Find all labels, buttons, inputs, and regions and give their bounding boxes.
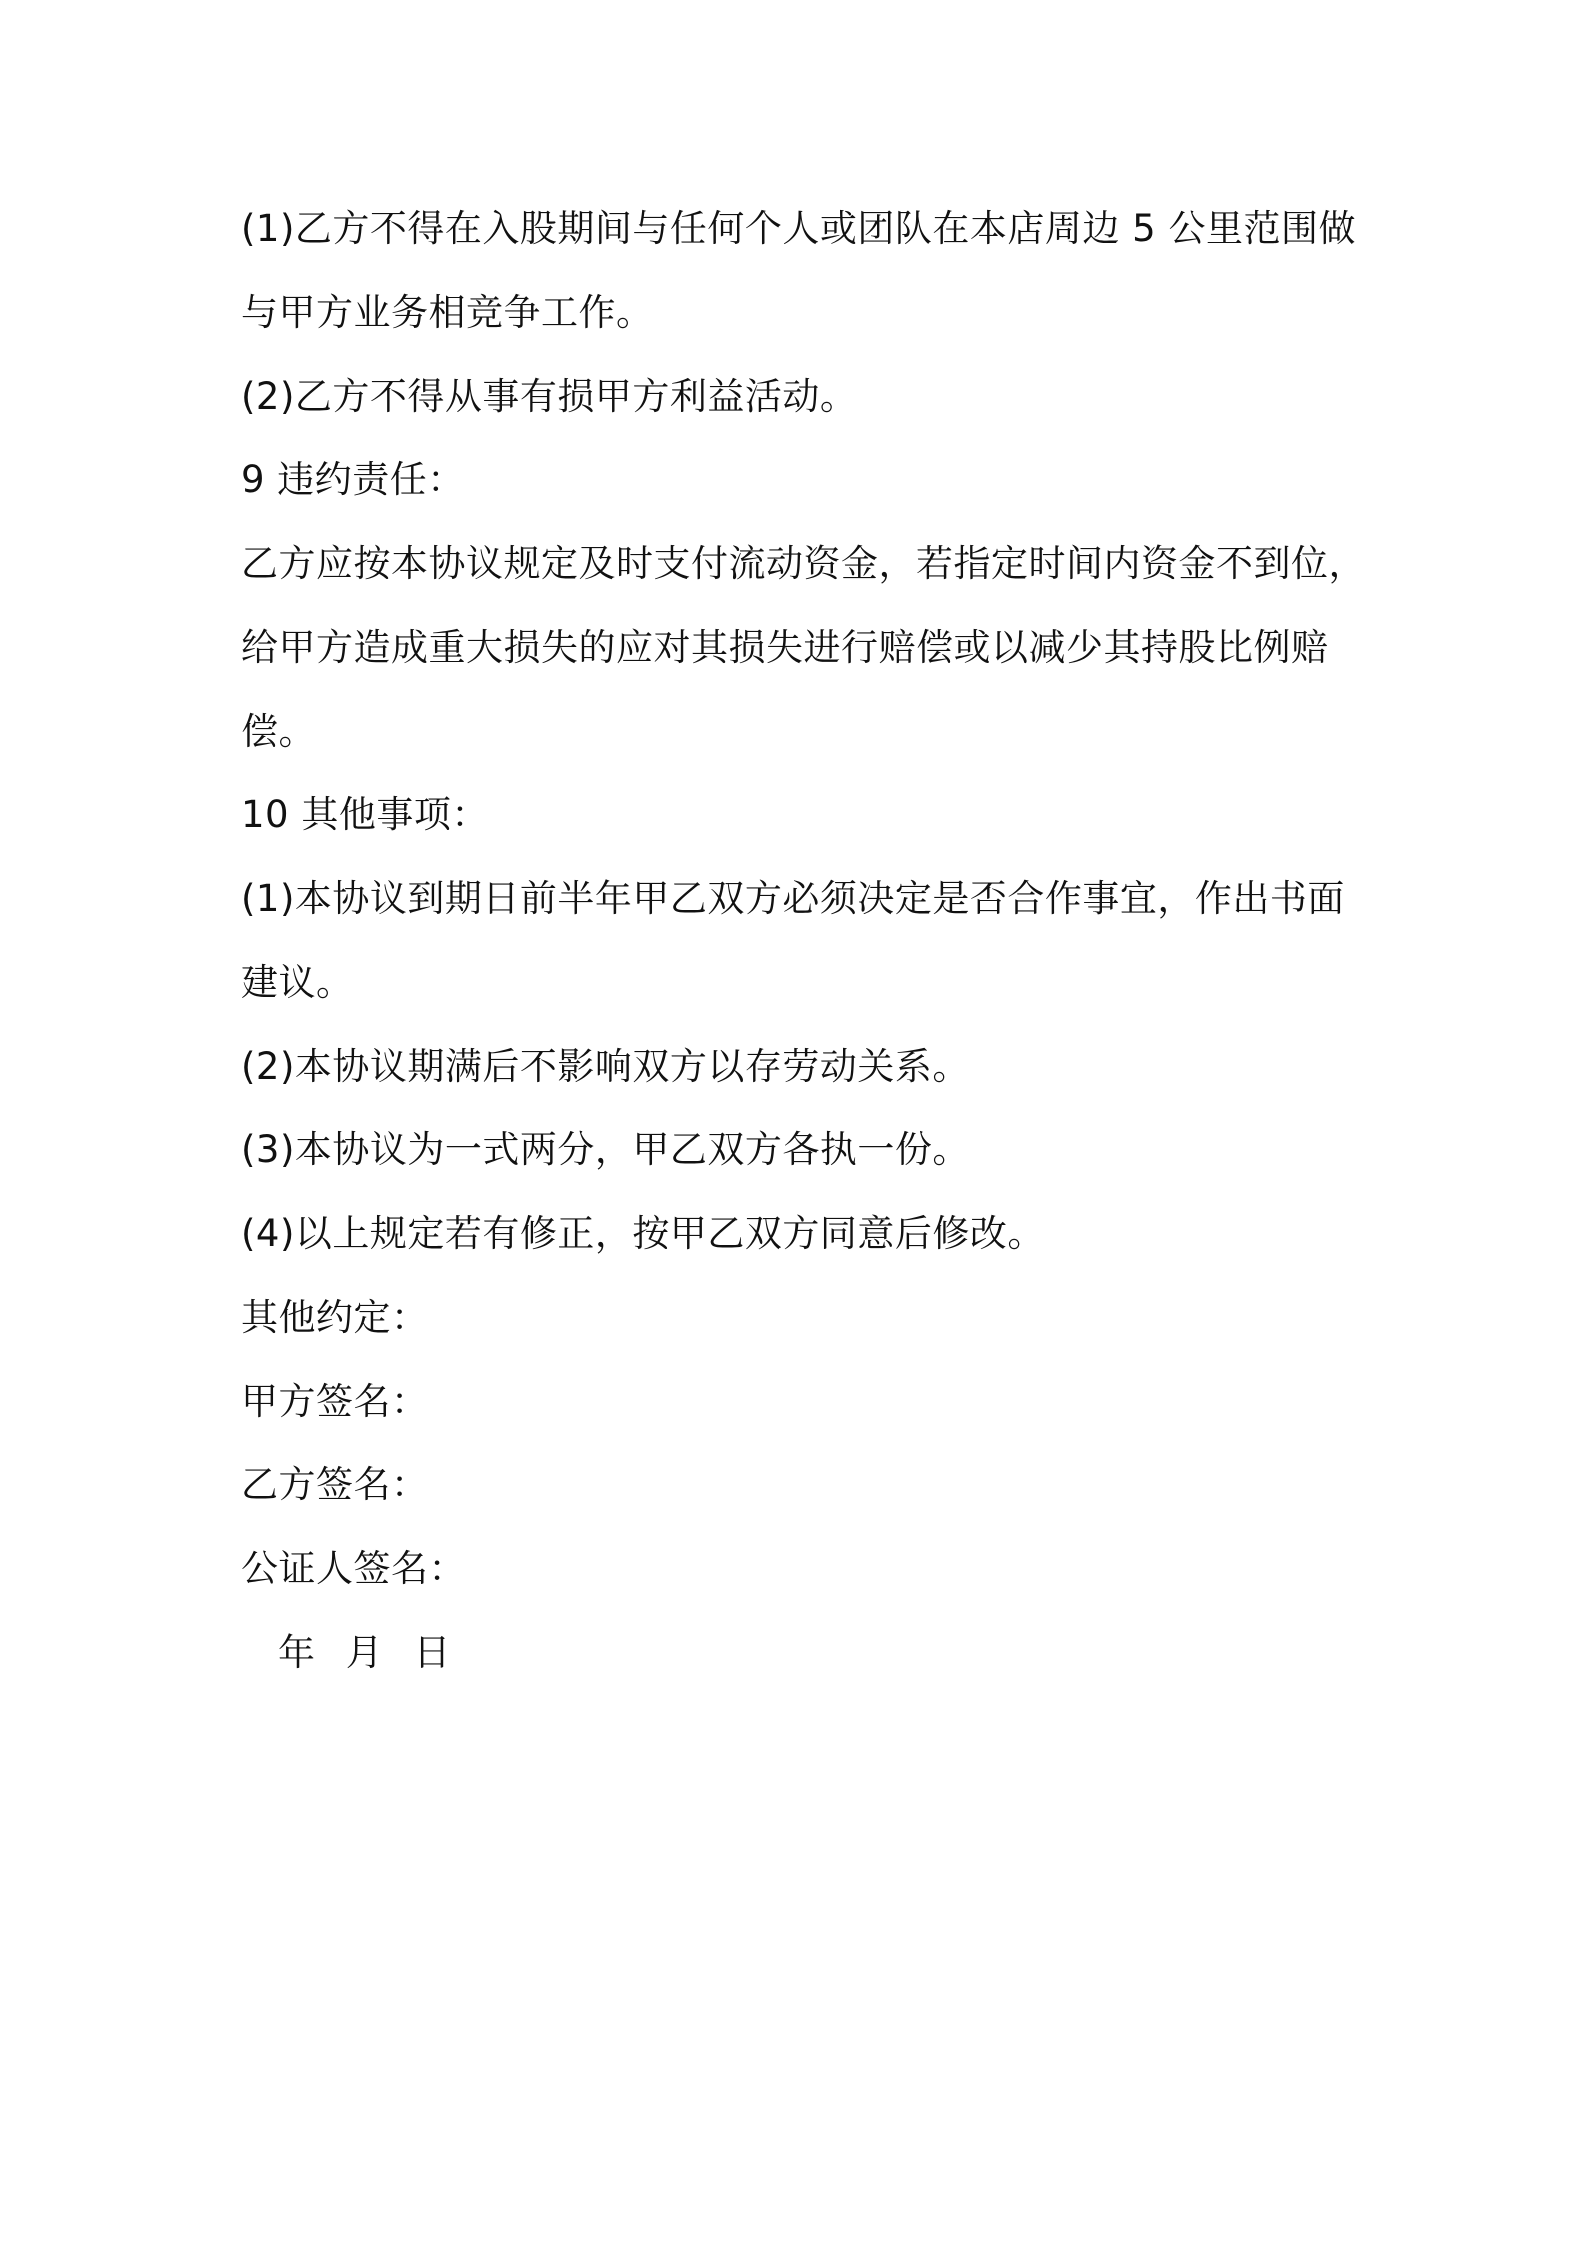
section-heading-breach-liability: 9 违约责任： [241, 458, 465, 501]
other-matters-item-1-line-1: (1)本协议到期日前半年甲乙双方必须决定是否合作事宜，作出书面 [241, 877, 1345, 920]
breach-paragraph-line-3: 偿。 [241, 710, 316, 753]
breach-paragraph-line-1: 乙方应按本协议规定及时支付流动资金，若指定时间内资金不到位， [241, 542, 1366, 585]
other-agreements-label: 其他约定： [241, 1296, 429, 1339]
clause-8-item-1-line-1: (1)乙方不得在入股期间与任何个人或团队在本店周边 5 公里范围做 [241, 207, 1356, 250]
clause-8-item-2: (2)乙方不得从事有损甲方利益活动。 [241, 375, 858, 418]
other-matters-item-2: (2)本协议期满后不影响双方以存劳动关系。 [241, 1045, 970, 1088]
party-b-signature-label: 乙方签名： [241, 1463, 429, 1506]
other-matters-item-1-line-2: 建议。 [241, 961, 354, 1004]
clause-8-item-1-line-2: 与甲方业务相竞争工作。 [241, 291, 654, 334]
breach-paragraph-line-2: 给甲方造成重大损失的应对其损失进行赔偿或以减少其持股比例赔 [241, 626, 1329, 669]
party-a-signature-label: 甲方签名： [241, 1380, 429, 1423]
section-heading-other-matters: 10 其他事项： [241, 793, 489, 836]
other-matters-item-3: (3)本协议为一式两分，甲乙双方各执一份。 [241, 1128, 970, 1171]
date-line: 年 月 日 [278, 1631, 452, 1674]
other-matters-item-4: (4)以上规定若有修正，按甲乙双方同意后修改。 [241, 1212, 1045, 1255]
notary-signature-label: 公证人签名： [241, 1547, 466, 1590]
